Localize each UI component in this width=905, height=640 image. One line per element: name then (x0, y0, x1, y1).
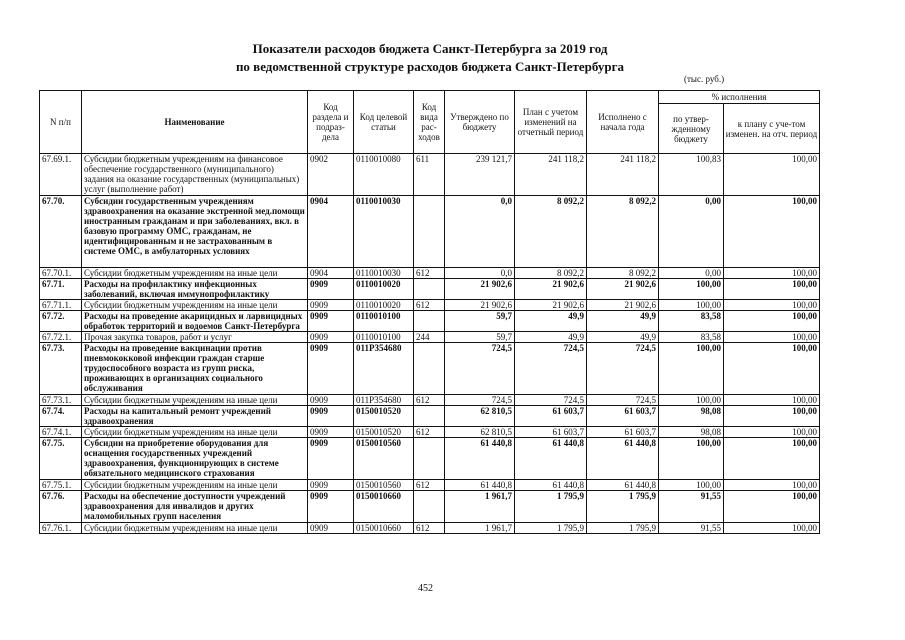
row-name: Расходы на обеспечение доступности учреждений здравоохранения для инвалидов и других маломобильных групп населения (82, 491, 308, 523)
row-name: Расходы на профилактику инфекционных заболеваний, включая иммунопрофилактику (82, 279, 308, 300)
row-pct-plan: 100,00 (724, 395, 820, 406)
row-num: 67.72.1. (40, 332, 82, 343)
row-approved: 1 961,7 (445, 523, 515, 534)
row-section: 0909 (308, 343, 354, 395)
row-approved: 0,0 (445, 268, 515, 279)
row-section: 0909 (308, 332, 354, 343)
row-approved: 724,5 (445, 395, 515, 406)
row-name: Расходы на капитальный ремонт учреждений здравоохранения (82, 406, 308, 427)
row-pct-approved: 100,00 (659, 395, 724, 406)
row-name: Субсидии бюджетным учреждениям на иные цели (82, 395, 308, 406)
row-plan: 1 795,9 (515, 523, 587, 534)
row-type (414, 343, 445, 395)
row-done: 61 603,7 (587, 406, 659, 427)
row-num: 67.74. (40, 406, 82, 427)
row-name: Прочая закупка товаров, работ и услуг (82, 332, 308, 343)
row-plan: 61 440,8 (515, 480, 587, 491)
table-row (40, 427, 820, 438)
row-num: 67.69.1. (40, 154, 82, 196)
row-approved: 61 440,8 (445, 480, 515, 491)
row-type (414, 196, 445, 268)
row-section: 0909 (308, 427, 354, 438)
page-number: 452 (418, 583, 433, 594)
row-approved: 1 961,7 (445, 491, 515, 523)
table-row (40, 311, 820, 332)
row-pct-plan: 100,00 (724, 311, 820, 332)
row-section: 0909 (308, 395, 354, 406)
row-name: Расходы на проведение вакцинации против пневмококковой инфекции граждан старше трудоспособного возраста из групп риска, проживающих в организациях социального обслуживания (82, 343, 308, 395)
row-type (414, 491, 445, 523)
table-row (40, 523, 820, 534)
row-pct-approved: 91,55 (659, 523, 724, 534)
table-row (40, 268, 820, 279)
row-pct-approved: 0,00 (659, 196, 724, 268)
col-header-section: Код раздела и подраз-дела (308, 91, 354, 154)
row-pct-plan: 100,00 (724, 406, 820, 427)
row-approved: 0,0 (445, 196, 515, 268)
row-pct-plan: 100,00 (724, 343, 820, 395)
col-header-plan: План с учетом изменений на отчетный период (515, 91, 587, 154)
row-pct-approved: 98,08 (659, 406, 724, 427)
table-row (40, 438, 820, 480)
row-plan: 21 902,6 (515, 279, 587, 300)
row-target: 0150010660 (354, 523, 414, 534)
row-done: 1 795,9 (587, 491, 659, 523)
row-done: 724,5 (587, 343, 659, 395)
row-type: 612 (414, 480, 445, 491)
table-row (40, 491, 820, 523)
row-type: 612 (414, 523, 445, 534)
row-name: Субсидии бюджетным учреждениям на финансовое обеспечение государственного (муниципального) задания на оказание государственных (муниципальных) услуг (выполнение работ) (82, 154, 308, 196)
row-type: 611 (414, 154, 445, 196)
row-type: 244 (414, 332, 445, 343)
row-num: 67.71.1. (40, 300, 82, 311)
row-done: 21 902,6 (587, 279, 659, 300)
row-pct-approved: 83,58 (659, 311, 724, 332)
col-header-pct-approved: по утвер-жденному бюджету (659, 104, 724, 154)
unit-label: (тыс. руб.) (684, 74, 725, 84)
row-name: Субсидии бюджетным учреждениям на иные цели (82, 523, 308, 534)
row-pct-approved: 100,00 (659, 438, 724, 480)
row-pct-plan: 100,00 (724, 332, 820, 343)
row-done: 49,9 (587, 311, 659, 332)
row-target: 0110010100 (354, 311, 414, 332)
row-pct-plan: 100,00 (724, 300, 820, 311)
row-pct-plan: 100,00 (724, 491, 820, 523)
row-pct-approved: 100,00 (659, 343, 724, 395)
row-pct-plan: 100,00 (724, 268, 820, 279)
row-plan: 724,5 (515, 343, 587, 395)
row-pct-approved: 98,08 (659, 427, 724, 438)
row-pct-approved: 100,00 (659, 480, 724, 491)
row-num: 67.70.1. (40, 268, 82, 279)
budget-table (39, 90, 820, 534)
table-row (40, 154, 820, 196)
row-target: 0150010560 (354, 438, 414, 480)
row-name: Субсидии бюджетным учреждениям на иные цели (82, 300, 308, 311)
row-pct-plan: 100,00 (724, 196, 820, 268)
row-num: 67.70. (40, 196, 82, 268)
row-approved: 239 121,7 (445, 154, 515, 196)
row-type: 612 (414, 300, 445, 311)
row-num: 67.76. (40, 491, 82, 523)
table-row (40, 343, 820, 395)
row-type: 612 (414, 268, 445, 279)
row-pct-approved: 83,58 (659, 332, 724, 343)
row-target: 0150010660 (354, 491, 414, 523)
table-row (40, 196, 820, 268)
table-row (40, 300, 820, 311)
row-target: 0150010520 (354, 406, 414, 427)
row-num: 67.76.1. (40, 523, 82, 534)
row-done: 21 902,6 (587, 300, 659, 311)
row-name: Субсидии бюджетным учреждениям на иные цели (82, 480, 308, 491)
row-plan: 61 603,7 (515, 406, 587, 427)
row-section: 0909 (308, 480, 354, 491)
col-header-type: Код вида рас-ходов (414, 91, 445, 154)
row-approved: 724,5 (445, 343, 515, 395)
row-approved: 21 902,6 (445, 300, 515, 311)
row-approved: 61 440,8 (445, 438, 515, 480)
row-type: 612 (414, 427, 445, 438)
table-row (40, 406, 820, 427)
row-done: 1 795,9 (587, 523, 659, 534)
row-pct-approved: 100,83 (659, 154, 724, 196)
row-type (414, 311, 445, 332)
col-header-done: Исполнено с начала года (587, 91, 659, 154)
row-type (414, 438, 445, 480)
table-row (40, 480, 820, 491)
col-header-pct-group: % исполнения (659, 91, 820, 104)
row-section: 0909 (308, 523, 354, 534)
row-target: 011P354680 (354, 395, 414, 406)
row-section: 0909 (308, 406, 354, 427)
col-header-num: N п/п (40, 91, 82, 154)
row-name: Субсидии государственным учреждениям здравоохранения на оказание экстренной мед.помощи иностранным гражданам и при заболеваниях, вкл. в базовую программу ОМС, гражданам, не идентифицированным и не застрахованным в системе ОМС, в амбулаторных условиях (82, 196, 308, 268)
col-header-target: Код целевой статьи (354, 91, 414, 154)
page-title-line1: Показатели расходов бюджета Санкт-Петербурга за 2019 год (252, 41, 608, 56)
row-pct-approved: 91,55 (659, 491, 724, 523)
row-plan: 8 092,2 (515, 268, 587, 279)
row-done: 8 092,2 (587, 268, 659, 279)
row-num: 67.72. (40, 311, 82, 332)
row-done: 724,5 (587, 395, 659, 406)
row-target: 0110010030 (354, 196, 414, 268)
row-section: 0909 (308, 300, 354, 311)
row-num: 67.73.1. (40, 395, 82, 406)
row-plan: 8 092,2 (515, 196, 587, 268)
table-row (40, 279, 820, 300)
row-target: 011P354680 (354, 343, 414, 395)
table-row (40, 395, 820, 406)
row-section: 0909 (308, 279, 354, 300)
row-name: Расходы на проведение акарицидных и ларвицидных обработок территорий и водоемов Санкт-Петербурга (82, 311, 308, 332)
row-type (414, 406, 445, 427)
row-plan: 241 118,2 (515, 154, 587, 196)
col-header-approved: Утверждено по бюджету (445, 91, 515, 154)
row-approved: 59,7 (445, 311, 515, 332)
row-plan: 49,9 (515, 311, 587, 332)
row-type: 612 (414, 395, 445, 406)
row-name: Субсидии бюджетным учреждениям на иные цели (82, 268, 308, 279)
row-pct-plan: 100,00 (724, 480, 820, 491)
row-pct-approved: 100,00 (659, 300, 724, 311)
row-done: 61 440,8 (587, 438, 659, 480)
row-approved: 59,7 (445, 332, 515, 343)
row-section: 0904 (308, 196, 354, 268)
row-num: 67.71. (40, 279, 82, 300)
row-name: Субсидии на приобретение оборудования для оснащения государственных учреждений здравоохранения, функционирующих в системе обязательного медицинского страхования (82, 438, 308, 480)
row-plan: 724,5 (515, 395, 587, 406)
row-target: 0110010100 (354, 332, 414, 343)
row-plan: 49,9 (515, 332, 587, 343)
row-target: 0150010560 (354, 480, 414, 491)
row-done: 61 440,8 (587, 480, 659, 491)
page-title-line2: по ведомственной структуре расходов бюджета Санкт-Петербурга (235, 59, 625, 74)
row-plan: 21 902,6 (515, 300, 587, 311)
row-pct-approved: 0,00 (659, 268, 724, 279)
row-type (414, 279, 445, 300)
row-plan: 61 440,8 (515, 438, 587, 480)
row-pct-plan: 100,00 (724, 427, 820, 438)
row-target: 0150010520 (354, 427, 414, 438)
row-num: 67.73. (40, 343, 82, 395)
row-section: 0909 (308, 311, 354, 332)
table-row (40, 332, 820, 343)
row-num: 67.75. (40, 438, 82, 480)
table-body (40, 154, 820, 534)
row-num: 67.75.1. (40, 480, 82, 491)
row-approved: 21 902,6 (445, 279, 515, 300)
row-pct-plan: 100,00 (724, 523, 820, 534)
row-name: Субсидии бюджетным учреждениям на иные цели (82, 427, 308, 438)
row-done: 241 118,2 (587, 154, 659, 196)
row-pct-approved: 100,00 (659, 279, 724, 300)
row-pct-plan: 100,00 (724, 154, 820, 196)
row-section: 0904 (308, 268, 354, 279)
row-done: 49,9 (587, 332, 659, 343)
row-plan: 61 603,7 (515, 427, 587, 438)
row-target: 0110010020 (354, 300, 414, 311)
row-done: 61 603,7 (587, 427, 659, 438)
row-section: 0909 (308, 491, 354, 523)
row-target: 0110010080 (354, 154, 414, 196)
row-pct-plan: 100,00 (724, 279, 820, 300)
row-done: 8 092,2 (587, 196, 659, 268)
row-target: 0110010030 (354, 268, 414, 279)
row-num: 67.74.1. (40, 427, 82, 438)
row-section: 0902 (308, 154, 354, 196)
row-target: 0110010020 (354, 279, 414, 300)
row-section: 0909 (308, 438, 354, 480)
col-header-name: Наименование (82, 91, 308, 154)
row-pct-plan: 100,00 (724, 438, 820, 480)
col-header-pct-plan: к плану с уче-том изменен. на отч. период (724, 104, 820, 154)
row-approved: 62 810,5 (445, 427, 515, 438)
row-approved: 62 810,5 (445, 406, 515, 427)
row-plan: 1 795,9 (515, 491, 587, 523)
